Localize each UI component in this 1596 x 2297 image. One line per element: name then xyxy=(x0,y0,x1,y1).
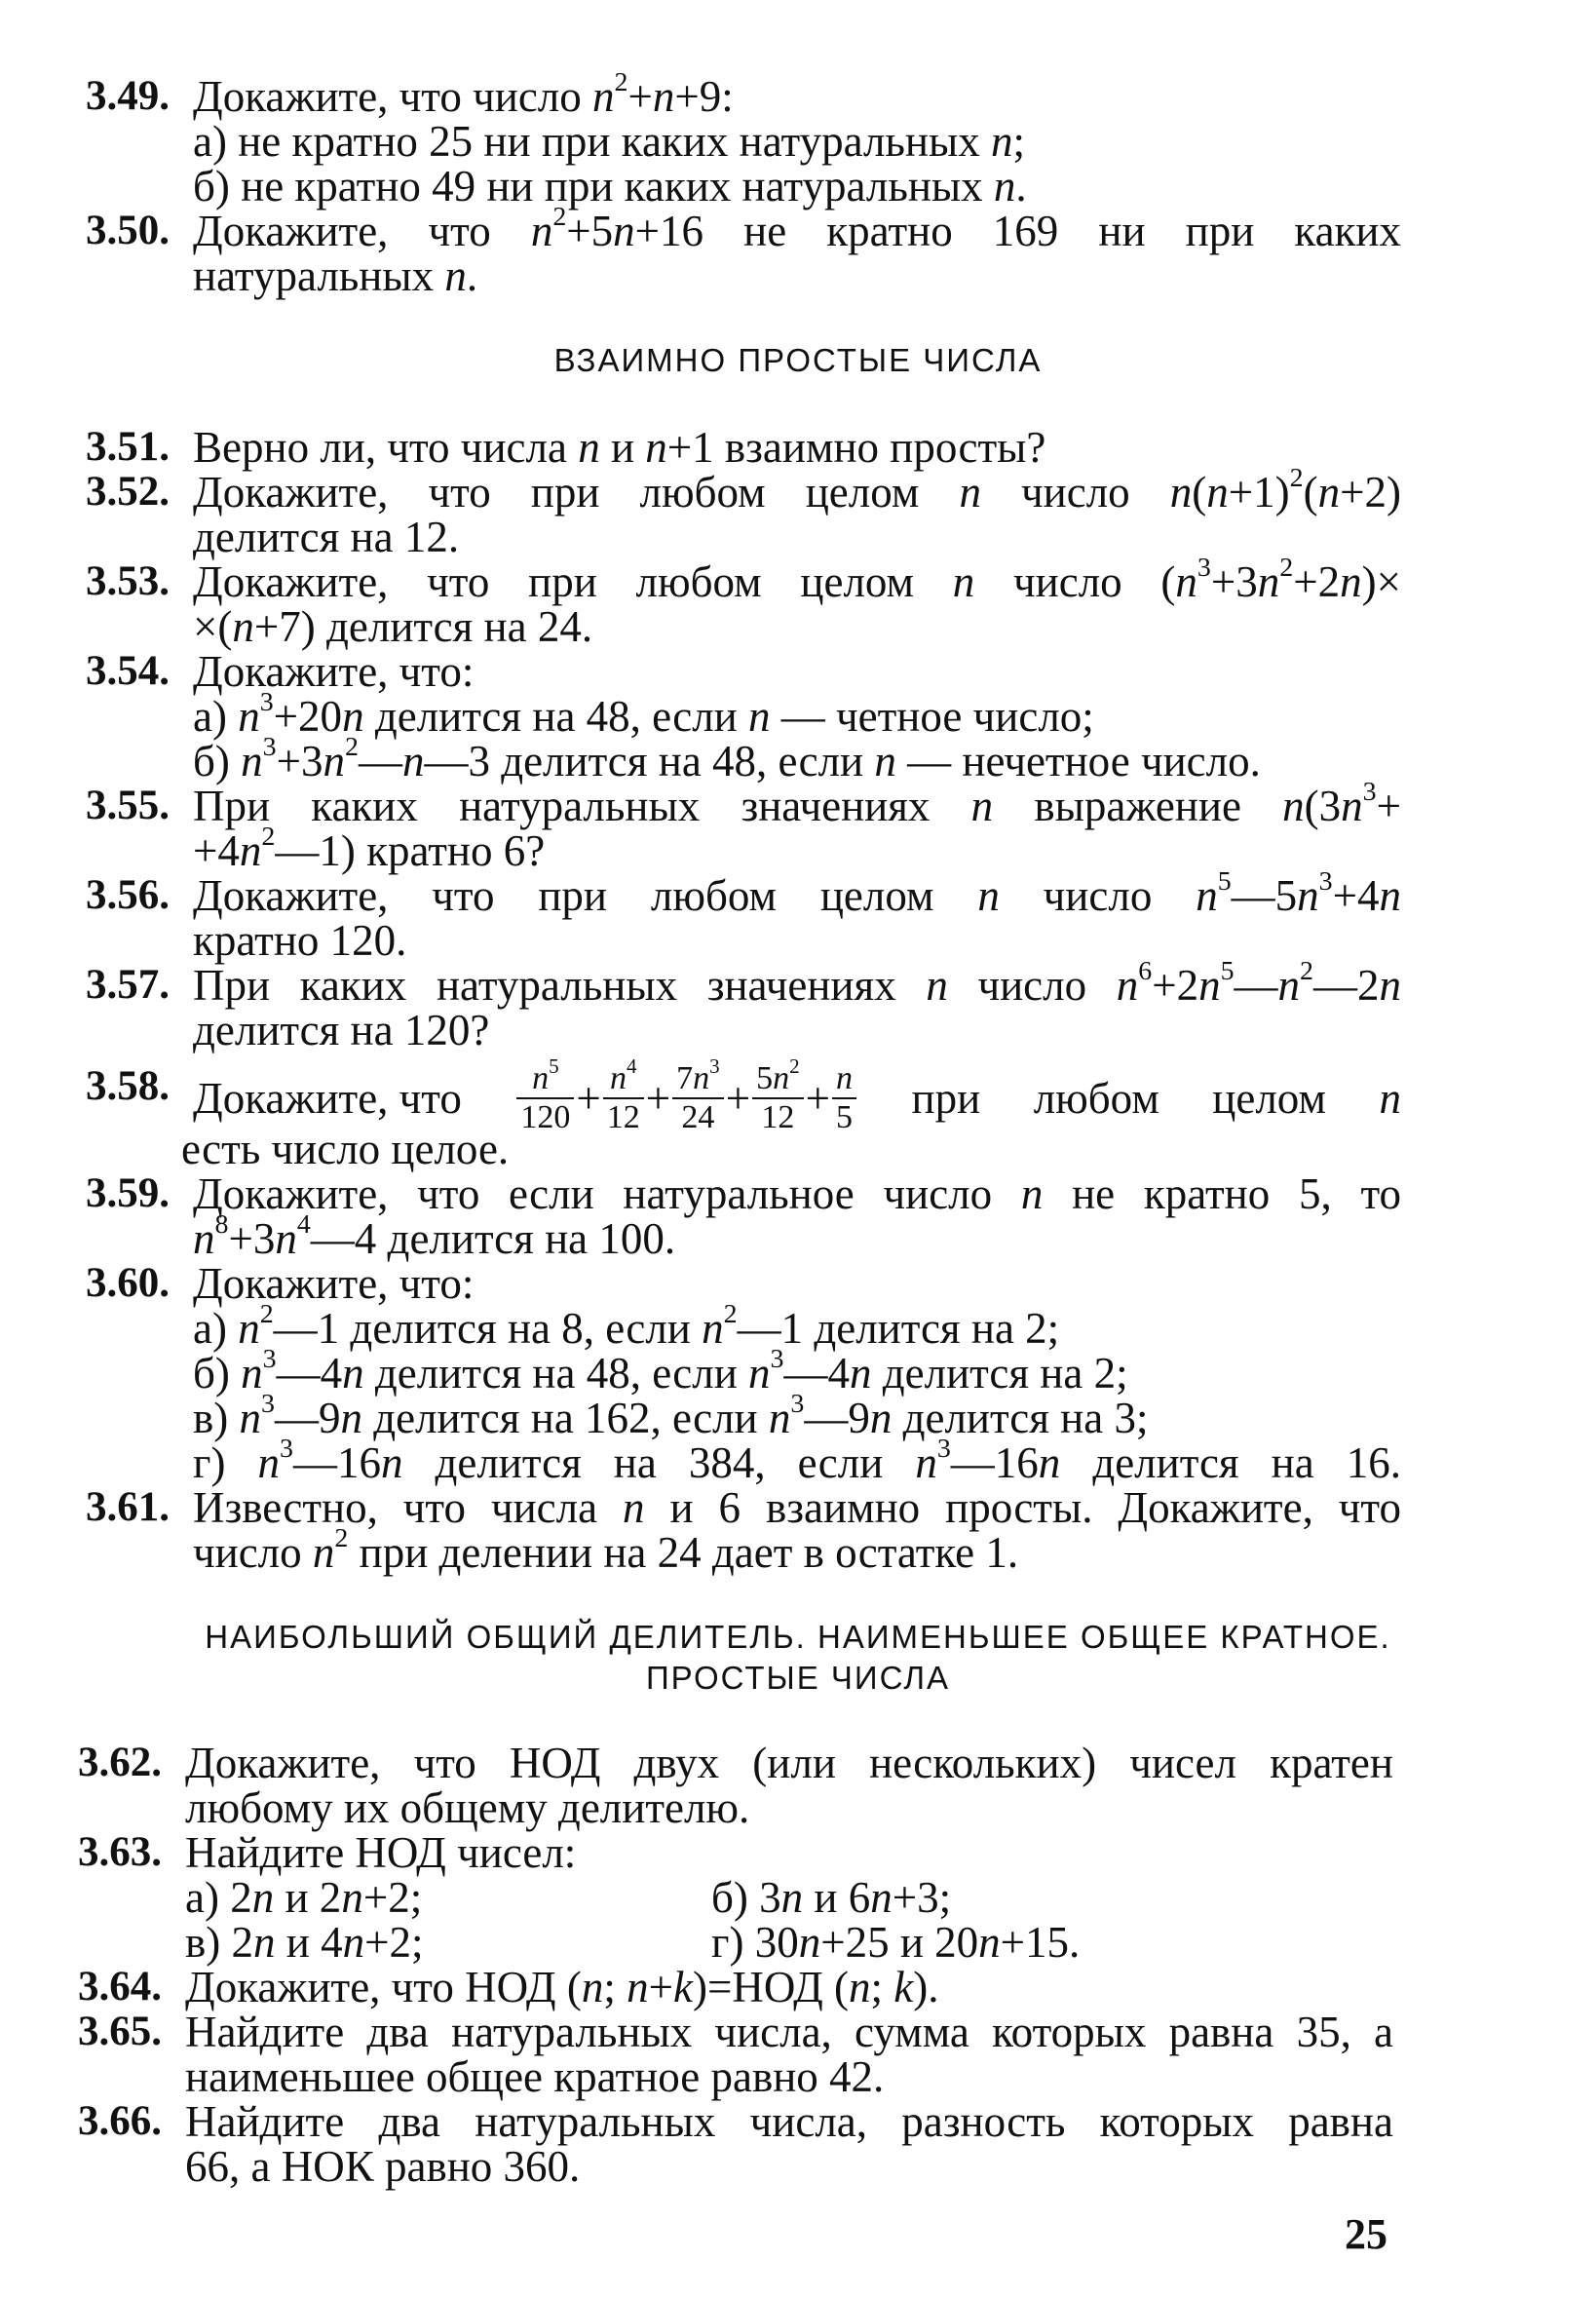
problem-subitem: а) 2n и 2n+2; xyxy=(185,1873,423,1922)
problem-number: 3.62. xyxy=(78,1740,162,1785)
problem-number: 3.49. xyxy=(86,73,170,119)
problem-subitem: в) $n^3—9n$ делится на 162, если $n^3—9n$ делится на 3; xyxy=(193,1389,1149,1442)
problem-number: 3.64. xyxy=(78,1964,162,2010)
problem-subitem: б) не кратно 49 ни при каких натуральных n. xyxy=(193,162,1027,211)
problem-text: число $n^2$ при делении на 24 дает в остатке 1. xyxy=(193,1523,1019,1577)
problem-subitem: б) $n^3—4n$ делится на 48, если $n^3—4n$ делится на 2; xyxy=(193,1344,1128,1397)
problem-subitem: а) $n^2—1$ делится на 8, если $n^2—1$ делится на 2; xyxy=(193,1299,1060,1353)
problem-number: 3.57. xyxy=(86,962,170,1008)
problem-number: 3.50. xyxy=(86,208,170,253)
problem-text: Докажите, что: xyxy=(193,1259,475,1308)
problem-text: Найдите НОД чисел: xyxy=(185,1828,577,1877)
problem-number: 3.54. xyxy=(86,648,170,694)
problem-number: 3.51. xyxy=(86,424,170,470)
problem-text: Докажите, что если натуральное число n не кратно 5, то xyxy=(193,1169,1401,1218)
problem-text: любому их общему делителю. xyxy=(185,1783,750,1832)
problem-number: 3.55. xyxy=(86,783,170,828)
problem-text: Докажите, что при любом целом n число $n(n+1)^2(n+2)$ xyxy=(193,466,1401,517)
problem-subitem: б) 3n и 6n+3; xyxy=(711,1873,952,1922)
problem-text: Докажите, что $\frac{n^5}{120}$ + $\frac{n^4}{12}$ + $\frac{7n^3}{24}$ + $\frac{5n^2}{12}$ + $\frac{n}{5}$ при любом целом n xyxy=(193,1054,1401,1135)
problem-text: Докажите, что $n^2+5n+16$ не кратно 169 ни при каких xyxy=(193,205,1401,255)
problem-subitem: г) $n^3—16n$ делится на 384, если $n^3—16n$ делится на 16. xyxy=(193,1436,1401,1487)
problem-number: 3.61. xyxy=(86,1484,170,1530)
problem-number: 3.58. xyxy=(86,1063,170,1109)
problem-number: 3.60. xyxy=(86,1260,170,1306)
problem-subitem: б) $n^3+3n^2—n—3$ делится на 48, если n — нечетное число. xyxy=(193,732,1261,785)
problem-number: 3.65. xyxy=(78,2009,162,2054)
section-heading: ВЗАИМНО ПРОСТЫЕ ЧИСЛА xyxy=(553,342,1043,378)
problem-text: Докажите, что: xyxy=(193,647,475,696)
page-number: 25 xyxy=(1345,2210,1387,2258)
problem-text: делится на 12. xyxy=(193,513,460,561)
problem-text: кратно 120. xyxy=(193,916,407,965)
problem-text: делится на 120? xyxy=(193,1006,490,1054)
problem-number: 3.66. xyxy=(78,2098,162,2144)
problem-subitem: г) 30n+25 и 20n+15. xyxy=(711,1918,1081,1967)
problem-text: натуральных n. xyxy=(193,251,478,300)
problem-number: 3.63. xyxy=(78,1829,162,1875)
problem-text: Найдите два натуральных числа, разность которых равна xyxy=(185,2097,1393,2146)
problem-text: ×(n+7) делится на 24. xyxy=(193,602,593,651)
section-heading: ПРОСТЫЕ ЧИСЛА xyxy=(645,1660,951,1696)
problem-text: Известно, что числа n и 6 взаимно просты. Докажите, что xyxy=(193,1483,1401,1532)
problem-text: Докажите, что НОД (n; n+k)=НОД (n; k). xyxy=(185,1963,939,2011)
problem-number: 3.59. xyxy=(86,1170,170,1216)
section-heading: НАИБОЛЬШИЙ ОБЩИЙ ДЕЛИТЕЛЬ. НАИМЕНЬШЕЕ ОБЩЕЕ КРАТНОЕ. xyxy=(205,1619,1391,1655)
problem-text: При каких натуральных значениях n выражение $n(3n^3+$ xyxy=(193,780,1401,830)
problem-text: $+4n^2—1$) кратно 6? xyxy=(193,822,546,875)
problem-text: есть число целое. xyxy=(181,1125,510,1173)
problem-number: 3.52. xyxy=(86,469,170,515)
problem-text: Докажите, что при любом целом n число $(n^3+3n^2+2n)\times$ xyxy=(193,555,1401,606)
problem-number: 3.53. xyxy=(86,558,170,604)
problem-text: наименьшее общее кратное равно 42. xyxy=(185,2052,885,2101)
problem-text: Верно ли, что числа n и n+1 взаимно просты? xyxy=(193,423,1046,472)
problem-text: Докажите, что при любом целом n число $n^5—5n^3+4n$ xyxy=(193,869,1401,920)
problem-text: Докажите, что число $n^2+n+9$: xyxy=(193,67,734,121)
problem-subitem: а) не кратно 25 ни при каких натуральных n; xyxy=(193,117,1026,166)
problem-number: 3.56. xyxy=(86,872,170,918)
problem-subitem: а) $n^3+20n$ делится на 48, если n — четное число; xyxy=(193,687,1094,741)
problem-text: Докажите, что НОД двух (или нескольких) чисел кратен xyxy=(185,1739,1393,1787)
problem-subitem: в) 2n и 4n+2; xyxy=(185,1918,424,1967)
problem-text: $n^8+3n^4—4$ делится на 100. xyxy=(193,1209,676,1263)
problem-text: 66, а НОК равно 360. xyxy=(185,2142,581,2191)
problem-text: При каких натуральных значениях n число $n^6+2n^5—n^2—2n$ xyxy=(193,959,1401,1010)
problem-text: Найдите два натуральных числа, сумма которых равна 35, а xyxy=(185,2008,1393,2056)
